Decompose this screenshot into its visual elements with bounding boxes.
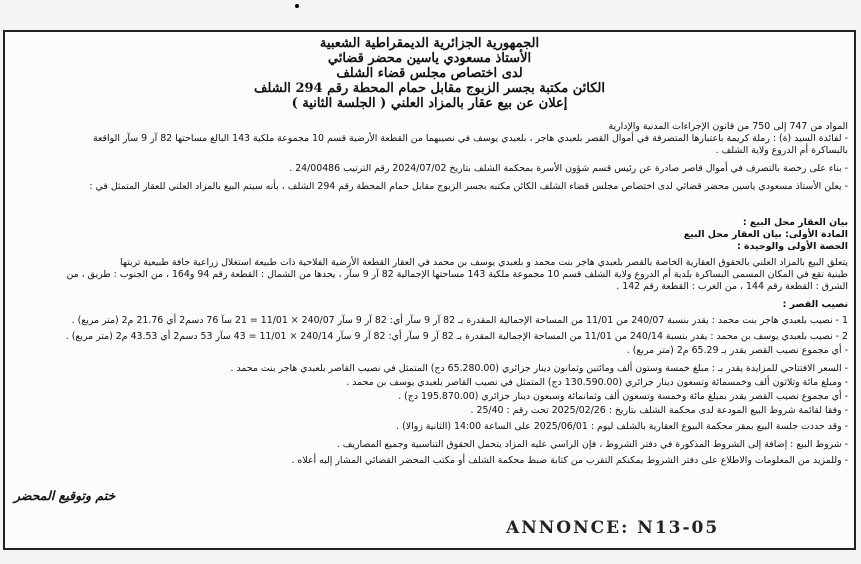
body-line-opening-price: - السعر الافتتاحي للمزايدة يقدر بـ : مبلغ خمسة وستون ألف ومائتين وثمانون دينار جزائري (65.280.00 دج) المتمثل في نصيب القاصر بلعبدي هاجر بنت محمد . (230, 363, 848, 374)
body-line-more-info: - وللمزيد من المعلومات والاطلاع على دفتر الشروط يمكنكم التقرب من كتابة ضبط محكمة الشلف أو مكتب المحضر القضائي المشار إليه أعلاه . (291, 455, 848, 466)
body-line-session-date: - وقد حددت جلسة البيع بمقر محكمة البيوع العقارية بالشلف ليوم : 2025/06/01 على الساعة 14:00 (الثانية زوالا) . (396, 421, 848, 432)
body-line-legal-articles: المواد من 747 إلى 750 من قانون الإجراءات المدنية والإدارية (608, 121, 848, 132)
body-line-minors-share: نصيب القصر : (782, 299, 848, 310)
body-line-location: بالبساكرة أم الدروع ولاية الشلف . (715, 145, 848, 156)
notice-frame (3, 30, 856, 550)
top-dot (295, 4, 299, 8)
annonce-number: ANNONCE: N13-05 (506, 518, 720, 538)
header-announcement-title: إعلان عن بيع عقار بالمزاد العلني ( الجلسة الثانية ) (291, 96, 568, 111)
body-line-total-amount: - أي مجموع نصيب القصر يقدر بمبلغ مائة وخمسة وتسعون ألف وثمانمائة وسبعون دينار جزائري (195.870.00 دج) . (398, 391, 848, 402)
body-line-sale-conditions: - شروط البيع : إضافة إلى الشروط المذكورة في دفتر الشروط ، فإن الراسي عليه المزاد يتحمل الحقوق التناسبية وجميع المصاريف . (336, 439, 848, 450)
body-line-beneficiary: - لفائدة السيد (ة) : رملة كريمة باعتبارها المتصرفة في أموال القصر بلعبدي هاجر ، بلعبدي يوسف في نصيبهما من القطعة الأرضية قسم 10 مجموعة ملكية 143 البالغ مساحتها 82 آر 9 سآر الواقعة (92, 133, 848, 144)
body-line-east-west: الشرق : القطعة رقم 144 ، من الغرب : القطعة رقم 142 . (616, 281, 848, 292)
header-bailiff-name: الأستاذ مسعودي ياسين محضر قضائي (327, 51, 532, 66)
body-line-second-amount: - ومبلغ مائة وثلاثون ألف وخمسمائة وتسعون دينار جزائري (130.590.00 دج) المتمثل في نصيب القاصر بلعبدي يوسف بن محمد . (346, 377, 848, 388)
body-line-share-youcef: 2 - نصيب بلعبدي يوسف بن محمد : يقدر بنسبة 240/14 من 11/01 من المساحة الإجمالية المقدرة بـ 82 آر 9 سآر أي: 82 آر 9 سآر 240/14 × 11/01 = 43 سآر 53 دسم2 أي 43.53 م2 (متر مربع) . (65, 331, 848, 342)
header-jurisdiction: لدى اختصاص مجلس قضاء الشلف (336, 66, 523, 81)
body-line-conditions-list: - وفقا لقائمة شروط البيع المودعة لدى محكمة الشلف بتاريخ : 2025/02/26 تحت رقم : 25/40 . (470, 405, 848, 416)
body-line-land-boundaries: طينية تقع في المكان المسمى البساكرة بلدية أم الدروع ولاية الشلف قسم 10 مجموعة ملكية 143 مساحتها الإجمالية 82 آر 9 سآر ، يحدها من الشمال : القطعة رقم 94 و164 ، من الجنوب : طريق ، من (66, 269, 848, 280)
body-line-authorization: - بناء على رخصة بالتصرف في أموال قاصر صادرة عن رئيس قسم شؤون الأسرة بمحكمة الشلف بتاريخ 2024/07/02 رقم الترتيب 24/00486 . (289, 163, 848, 174)
signature-label: ختم وتوقيع المحضر (14, 488, 116, 503)
header-address: الكائن مكتبة بجسر الزبوج مقابل حمام المحطة رقم 294 الشلف (253, 81, 606, 96)
body-line-single-lot: الحصة الأولى والوحيدة : (737, 241, 848, 252)
body-line-announcement: - يعلن الأستاذ مسعودي ياسين محضر قضائي لدى اختصاص مجلس قضاء الشلف الكائن مكتبه بجسر الزبوج مقابل حمام المحطة رقم 294 الشلف ، بأنه سيتم البيع بالمزاد العلني للعقار المتمثل في : (89, 181, 848, 192)
body-line-property-heading: بيان العقار محل البيع : (742, 217, 848, 228)
header-republic: الجمهورية الجزائرية الديمقراطية الشعبية (319, 36, 540, 51)
body-line-article-one: المادة الأولى: بيان العقار محل البيع (683, 229, 848, 240)
body-line-total-share: - أي مجموع نصيب القصر يقدر بـ 65.29 م2 (متر مربع) . (626, 345, 848, 356)
body-line-sale-description: يتعلق البيع بالمزاد العلني بالحقوق العقارية الخاصة بالقصر بلعبدي هاجر بنت محمد و بلعبدي يوسف بن محمد في العقار القطعة الأرضية الفلاحية ذات طبيعة استغلال زراعية جافة طبيعية تربتها (120, 257, 848, 268)
body-line-share-hadjer: 1 - نصيب بلعبدي هاجر بنت محمد : يقدر بنسبة 240/07 من 11/01 من المساحة الإجمالية المقدرة بـ 82 آر 9 سآر أي: 82 آر 9 سآر 240/07 × 11/01 = 21 سآ 76 دسم2 أي 21.76 م2 (متر مربع) . (71, 315, 848, 326)
